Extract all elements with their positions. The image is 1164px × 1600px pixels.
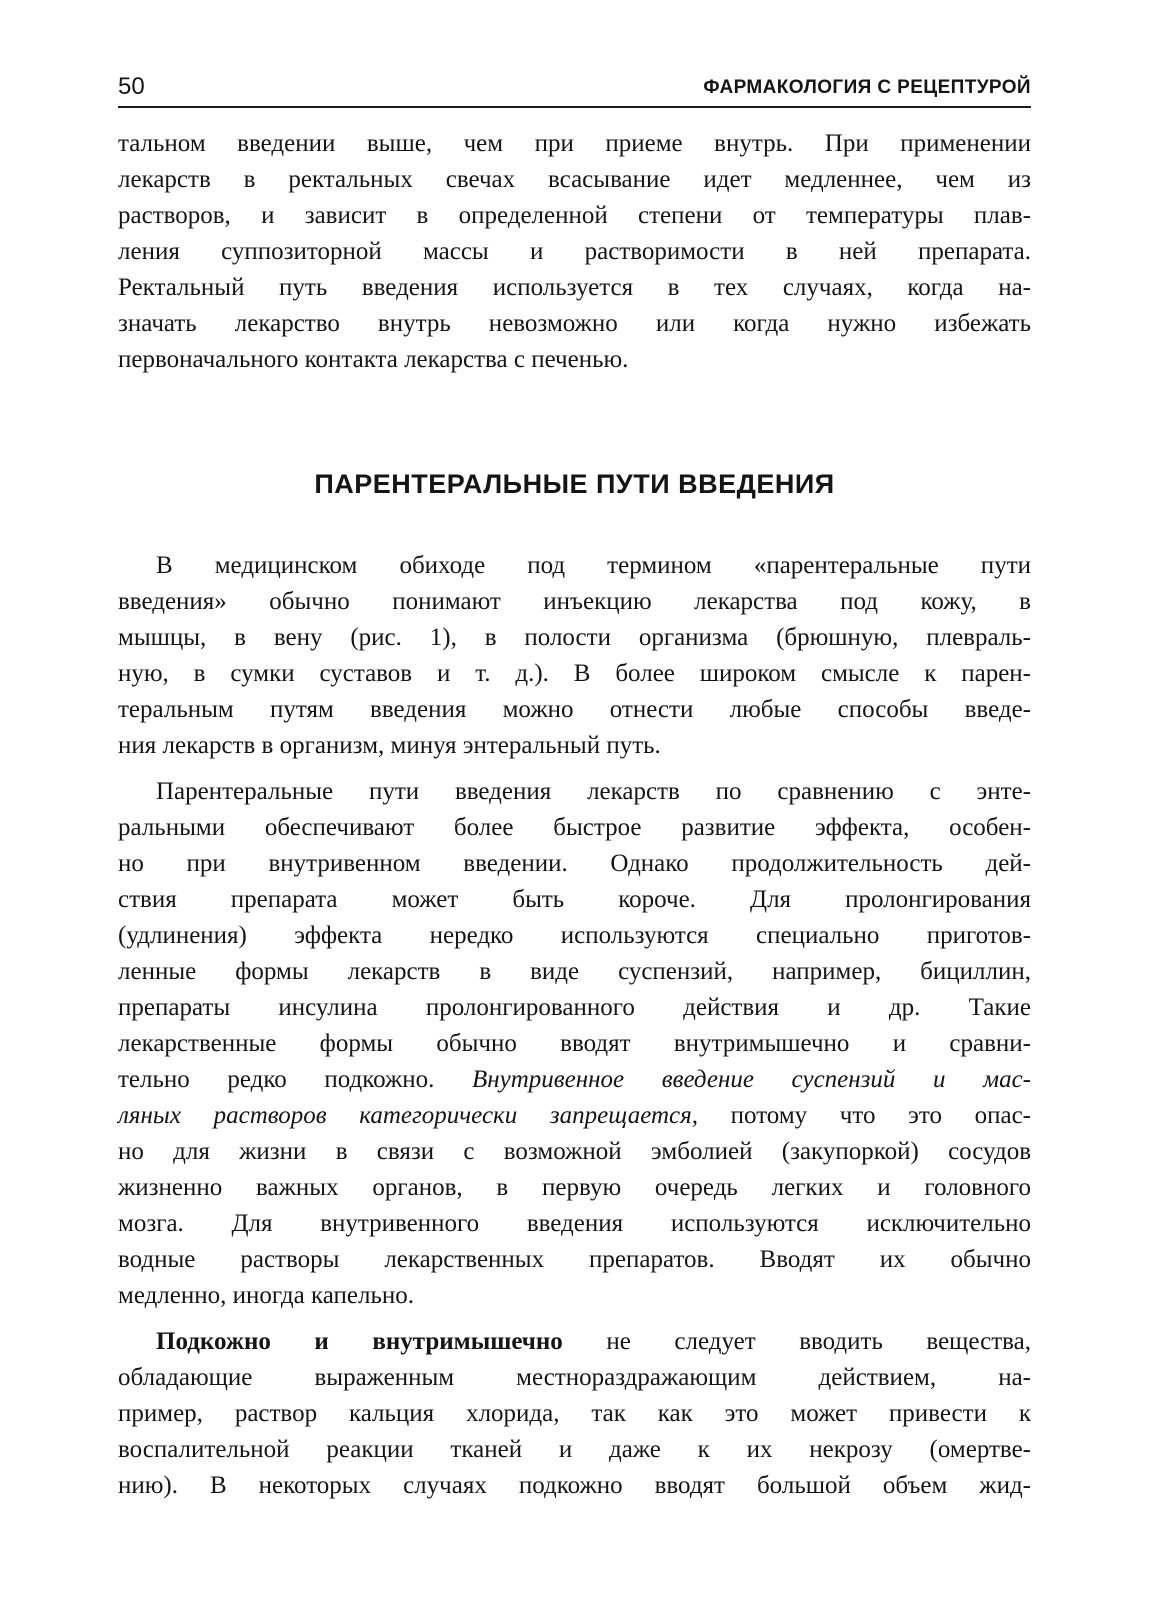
- text-segment: потому что это опас-: [698, 1102, 1031, 1129]
- text-line: лекарств в ректальных свечах всасывание идет медленнее, чем из: [118, 166, 1031, 193]
- italic-emphasis: ляных растворов категорически запрещается,: [118, 1102, 699, 1129]
- text-line: первоначального контакта лекарства с печенью.: [118, 346, 629, 373]
- text-line: ствия препарата может быть короче. Для пролонгирования: [118, 886, 1031, 913]
- text-line: ленные формы лекарств в виде суспензий, например, бициллин,: [118, 958, 1031, 985]
- italic-emphasis: Внутривенное введение суспензий и мас-: [471, 1066, 1031, 1093]
- paragraph-parenteral-definition: [118, 548, 1031, 764]
- intro-paragraph: [118, 126, 1031, 378]
- text-line: значать лекарство внутрь невозможно или когда нужно избежать: [118, 310, 1031, 337]
- running-title: ФАРМАКОЛОГИЯ С РЕЦЕПТУРОЙ: [703, 77, 1031, 98]
- text-line: Ректальный путь введения используется в тех случаях, когда на-: [118, 274, 1031, 301]
- text-line: ния лекарств в организм, минуя энтеральный путь.: [118, 732, 661, 759]
- text-line: ную, в сумки суставов и т. д.). В более широком смысле к парен-: [118, 660, 1031, 687]
- text-line: но при внутривенном введении. Однако продолжительность дей-: [118, 850, 1031, 877]
- text-line: обладающие выраженным местнораздражающим действием, на-: [118, 1364, 1031, 1391]
- text-line: но для жизни в связи с возможной эмболией (закупоркой) сосудов: [118, 1138, 1031, 1165]
- paragraph-parenteral-comparison: [118, 774, 1031, 1314]
- text-segment: не следует вводить вещества,: [562, 1328, 1031, 1355]
- text-line: тальном введении выше, чем при приеме внутрь. При применении: [118, 130, 1031, 157]
- section-heading: ПАРЕНТЕРАЛЬНЫЕ ПУТИ ВВЕДЕНИЯ: [314, 469, 835, 499]
- text-line: (удлинения) эффекта нередко используются специально приготов-: [118, 922, 1031, 949]
- text-line: растворов, и зависит в определенной степени от температуры плав-: [118, 202, 1031, 229]
- text-line: водные растворы лекарственных препаратов. Вводят их обычно: [118, 1246, 1031, 1273]
- text-line: [118, 1324, 1031, 1360]
- text-line: воспалительной реакции тканей и даже к их некрозу (омертве-: [118, 1436, 1031, 1463]
- text-line: [118, 1098, 1031, 1134]
- text-line: ральными обеспечивают более быстрое развитие эффекта, особен-: [118, 814, 1031, 841]
- text-line: пример, раствор кальция хлорида, так как это может привести к: [118, 1400, 1031, 1427]
- running-header: [118, 72, 1031, 108]
- text-line: теральным путям введения можно отнести любые способы введе-: [118, 696, 1031, 723]
- text-line: жизненно важных органов, в первую очередь легких и головного: [118, 1174, 1031, 1201]
- text-line: введения» обычно понимают инъекцию лекарства под кожу, в: [118, 588, 1031, 615]
- text-line: В медицинском обиходе под термином «парентеральные пути: [156, 552, 1031, 579]
- text-segment: тельно редко подкожно.: [118, 1066, 435, 1093]
- text-line: нию). В некоторых случаях подкожно вводят большой объем жид-: [118, 1472, 1031, 1499]
- text-line: медленно, иногда капельно.: [118, 1282, 414, 1309]
- text-line: Парентеральные пути введения лекарств по сравнению с энте-: [156, 778, 1031, 805]
- text-line: мышцы, в вену (рис. 1), в полости организма (брюшную, плевраль-: [118, 624, 1031, 651]
- text-line: лекарственные формы обычно вводят внутримышечно и сравни-: [118, 1030, 1031, 1057]
- text-line: [118, 1062, 1031, 1098]
- page-number: 50: [118, 73, 145, 100]
- bold-lead-term: Подкожно и внутримышечно: [156, 1328, 563, 1355]
- text-line: препараты инсулина пролонгированного действия и др. Такие: [118, 994, 1031, 1021]
- paragraph-subcutaneous-intramuscular: [118, 1324, 1031, 1504]
- text-line: ления суппозиторной массы и растворимости в ней препарата.: [118, 238, 1031, 265]
- text-line: мозга. Для внутривенного введения используются исключительно: [118, 1210, 1031, 1237]
